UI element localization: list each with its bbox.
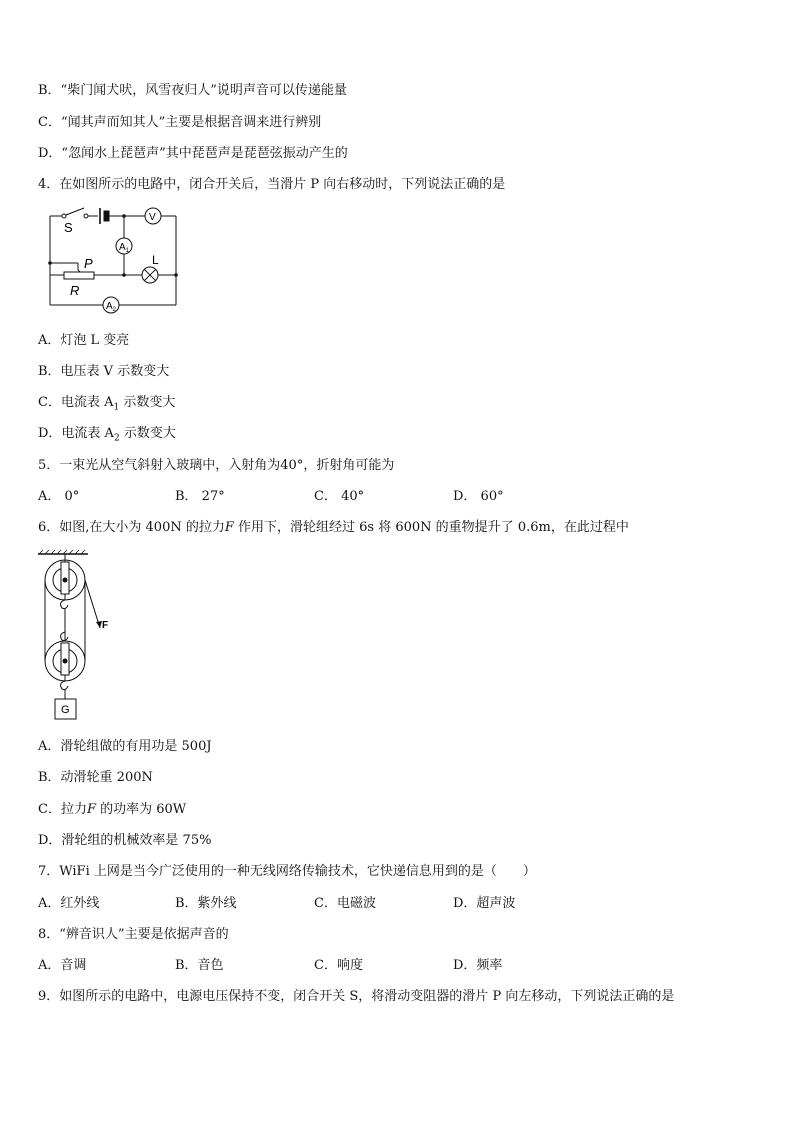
q9-stem: 9．如图所示的电路中，电源电压保持不变，闭合开关 S，将滑动变阻器的滑片 P 向左移动，下列说法正确的是	[38, 989, 675, 1004]
switch-lever	[66, 208, 84, 215]
q4-option-a: A．灯泡 L 变亮	[38, 333, 130, 348]
switch-contact-right	[84, 214, 88, 218]
q6-option-a: A．滑轮组做的有用功是 500J	[38, 739, 212, 754]
pull-rope	[85, 580, 100, 628]
q8-option-d: D．频率	[453, 958, 503, 973]
junction-dot	[174, 273, 178, 277]
label-g: G	[61, 704, 70, 716]
junction-dot	[48, 261, 52, 265]
q4-option-c: C．电流表 $A_1$ 示数变大	[38, 395, 176, 413]
q7-option-a: A．红外线	[38, 896, 100, 911]
label-l: L	[152, 253, 159, 267]
q5-option-c: C． 40°	[314, 489, 365, 504]
q5-option-b: B． 27°	[175, 489, 225, 504]
label-v: V	[149, 212, 156, 223]
q6-option-c: C．拉力F 的功率为 60W	[38, 802, 187, 817]
junction-dot	[122, 273, 126, 277]
q3-option-c: C．“闻其声而知其人”主要是根据音调来进行辨别	[38, 115, 322, 130]
q8-option-c: C．响度	[314, 958, 363, 973]
q6-option-b: B．动滑轮重 200N	[38, 770, 153, 785]
rheostat-symbol	[64, 272, 94, 279]
q6-pulley-diagram	[36, 548, 126, 723]
q4-option-d: D．电流表 $A_2$ 示数变大	[38, 426, 176, 444]
switch-contact-left	[62, 214, 66, 218]
q8-option-a: A．音调	[38, 958, 87, 973]
battery-short-plate	[104, 211, 109, 221]
label-f: F	[102, 620, 109, 631]
junction-dot	[122, 214, 126, 218]
q6-option-d: D．滑轮组的机械效率是 75%	[38, 833, 212, 848]
label-p: P	[84, 256, 93, 271]
q8-option-b: B．音色	[175, 958, 224, 973]
q7-option-c: C．电磁波	[314, 896, 376, 911]
label-r: R	[70, 283, 80, 298]
q4-stem: 4．在如图所示的电路中，闭合开关后，当滑片 P 向右移动时，下列说法正确的是	[38, 177, 506, 192]
q7-option-b: B．紫外线	[175, 896, 237, 911]
q5-stem: 5．一束光从空气斜射入玻璃中，入射角为40°，折射角可能为	[38, 458, 395, 473]
q7-option-d: D．超声波	[453, 896, 516, 911]
label-s: S	[64, 220, 73, 235]
q5-option-a: A． 0°	[38, 489, 80, 504]
q4-circuit-diagram	[40, 200, 190, 325]
q6-stem: 6．如图,在大小为 400N 的拉力F 作用下，滑轮组经过 6s 将 600N 的重物提升了 0.6m，在此过程中	[38, 520, 629, 535]
q3-option-d: D．“忽闻水上琵琶声”其中琵琶声是琵琶弦振动产生的	[38, 146, 348, 161]
label-a2: $A_2$	[106, 301, 117, 313]
q8-stem: 8．“辨音识人”主要是依据声音的	[38, 927, 229, 942]
q7-stem: 7．WiFi 上网是当今广泛使用的一种无线网络传输技术，它快递信息用到的是（ ）	[38, 864, 536, 879]
label-a1: $A_1$	[119, 242, 130, 254]
q3-option-b: B．“柴门闻犬吠，风雪夜归人”说明声音可以传递能量	[38, 83, 347, 98]
q5-option-d: D． 60°	[453, 489, 504, 504]
q4-option-b: B．电压表 V 示数变大	[38, 364, 170, 379]
